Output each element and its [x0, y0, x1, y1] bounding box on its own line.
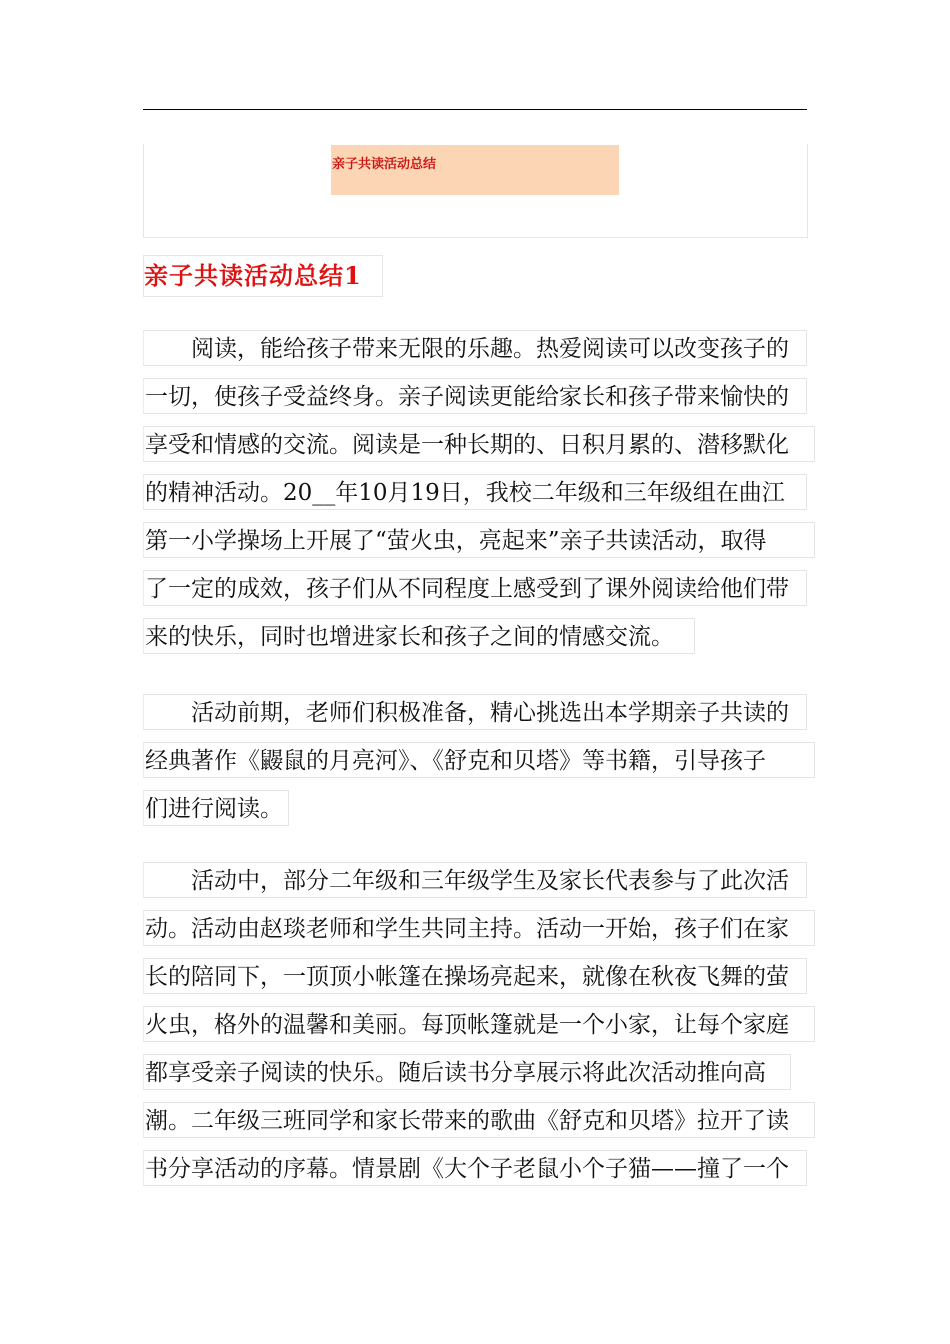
text-line: 长的陪同下，一顶顶小帐篷在操场亮起来，就像在秋夜飞舞的萤: [143, 958, 807, 994]
text-line: 书分享活动的序幕。情景剧《大个子老鼠小个子猫——撞了一个: [143, 1150, 807, 1186]
text-line: 经典著作《鼹鼠的月亮河》、《舒克和贝塔》等书籍，引导孩子: [143, 742, 815, 778]
text-line: 火虫，格外的温馨和美丽。每顶帐篷就是一个小家，让每个家庭: [143, 1006, 815, 1042]
text-line: 享受和情感的交流。阅读是一种长期的、日积月累的、潜移默化: [143, 426, 815, 462]
text-line: 的精神活动。20__年10月19日，我校二年级和三年级组在曲江: [143, 474, 807, 510]
text-line: 们进行阅读。: [143, 790, 289, 826]
text-line: 动。活动由赵琰老师和学生共同主持。活动一开始，孩子们在家: [143, 910, 815, 946]
text-line: 第一小学操场上开展了“萤火虫，亮起来”亲子共读活动，取得: [143, 522, 815, 558]
text-line: 了一定的成效，孩子们从不同程度上感受到了课外阅读给他们带: [143, 570, 807, 606]
text-line: 一切，使孩子受益终身。亲子阅读更能给家长和孩子带来愉快的: [143, 378, 807, 414]
text-line: 都享受亲子阅读的快乐。随后读书分享展示将此次活动推向高: [143, 1054, 791, 1090]
section-heading: 亲子共读活动总结1: [143, 255, 383, 297]
text-line: 潮。二年级三班同学和家长带来的歌曲《舒克和贝塔》拉开了读: [143, 1102, 815, 1138]
text-line: 阅读，能给孩子带来无限的乐趣。热爱阅读可以改变孩子的: [143, 330, 807, 366]
document-header-title: 亲子共读活动总结: [331, 145, 619, 195]
text-line: 活动前期，老师们积极准备，精心挑选出本学期亲子共读的: [143, 694, 807, 730]
text-line: 活动中，部分二年级和三年级学生及家长代表参与了此次活: [143, 862, 807, 898]
header-rule: [143, 109, 807, 110]
text-line: 来的快乐，同时也增进家长和孩子之间的情感交流。: [143, 618, 695, 654]
